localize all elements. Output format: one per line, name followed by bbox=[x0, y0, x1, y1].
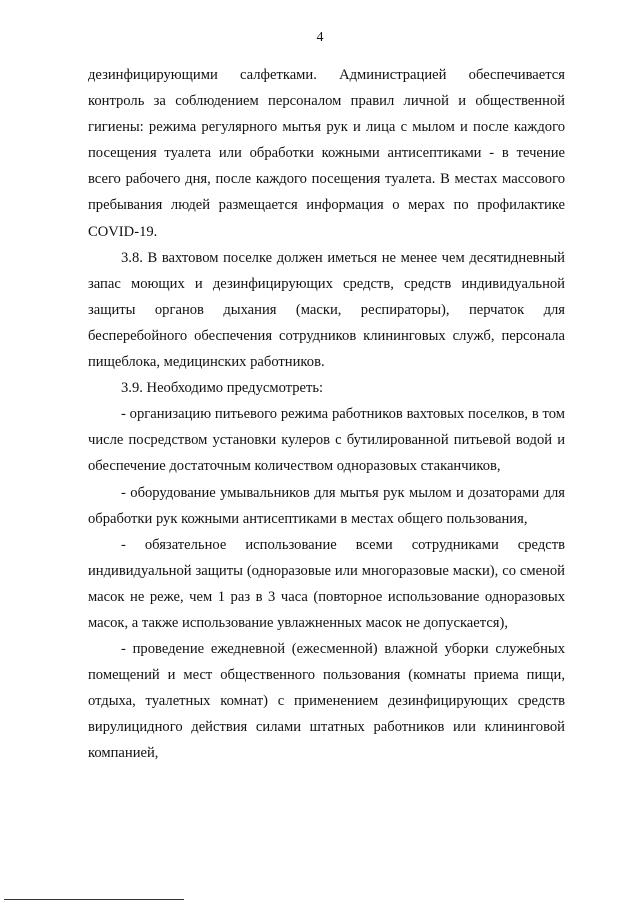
list-item-wet-cleaning: - проведение ежедневной (ежесменной) влажной уборки служебных помещений и мест общественного пользования (комнаты приема пищи, отдыха, туалетных комнат) с применением дезинфицирующих средств вирулицидного действия силами штатных работников или клининговой компанией, bbox=[88, 641, 565, 762]
list-item-drinking-regime: - организацию питьевого режима работников вахтовых поселков, в том числе посредством установки кулеров с бутилированной питьевой водой и обеспечение достаточным количеством одноразовых стаканчиков, bbox=[88, 406, 565, 475]
paragraph-3-9: 3.9. Необходимо предусмотреть: bbox=[121, 380, 324, 397]
list-item-masks: - обязательное использование всеми сотрудниками средств индивидуальной защиты (одноразовые или многоразовые маски), со сменой масок не реже, чем 1 раз в 3 часа (повторное использование одноразовых масок, а также использование увлажненных масок не допускается), bbox=[88, 536, 565, 631]
document-body bbox=[88, 62, 565, 767]
paragraph-hygiene-continuation: дезинфицирующими салфетками. Администрацией обеспечивается контроль за соблюдением персоналом правил личной и общественной гигиены: режима регулярного мытья рук и лица с мылом и после каждого посещения туалета или обработки кожными антисептиками - в течение всего рабочего дня, после каждого посещения туалета. В местах массового пребывания людей размещается информация о мерах по профилактике COVID-19. bbox=[88, 67, 565, 240]
footnote-separator-line bbox=[4, 899, 184, 900]
list-item-washbasins: - оборудование умывальников для мытья рук мылом и дозаторами для обработки рук кожными антисептиками в местах общего пользования, bbox=[88, 484, 565, 527]
page-number: 4 bbox=[316, 30, 324, 45]
paragraph-3-8: 3.8. В вахтовом поселке должен иметься не менее чем десятидневный запас моющих и дезинфицирующих средств, средств индивидуальной защиты органов дыхания (маски, респираторы), перчаток для бесперебойного обеспечения сотрудников клининговых служб, персонала пищеблока, медицинских работников. bbox=[88, 249, 565, 371]
